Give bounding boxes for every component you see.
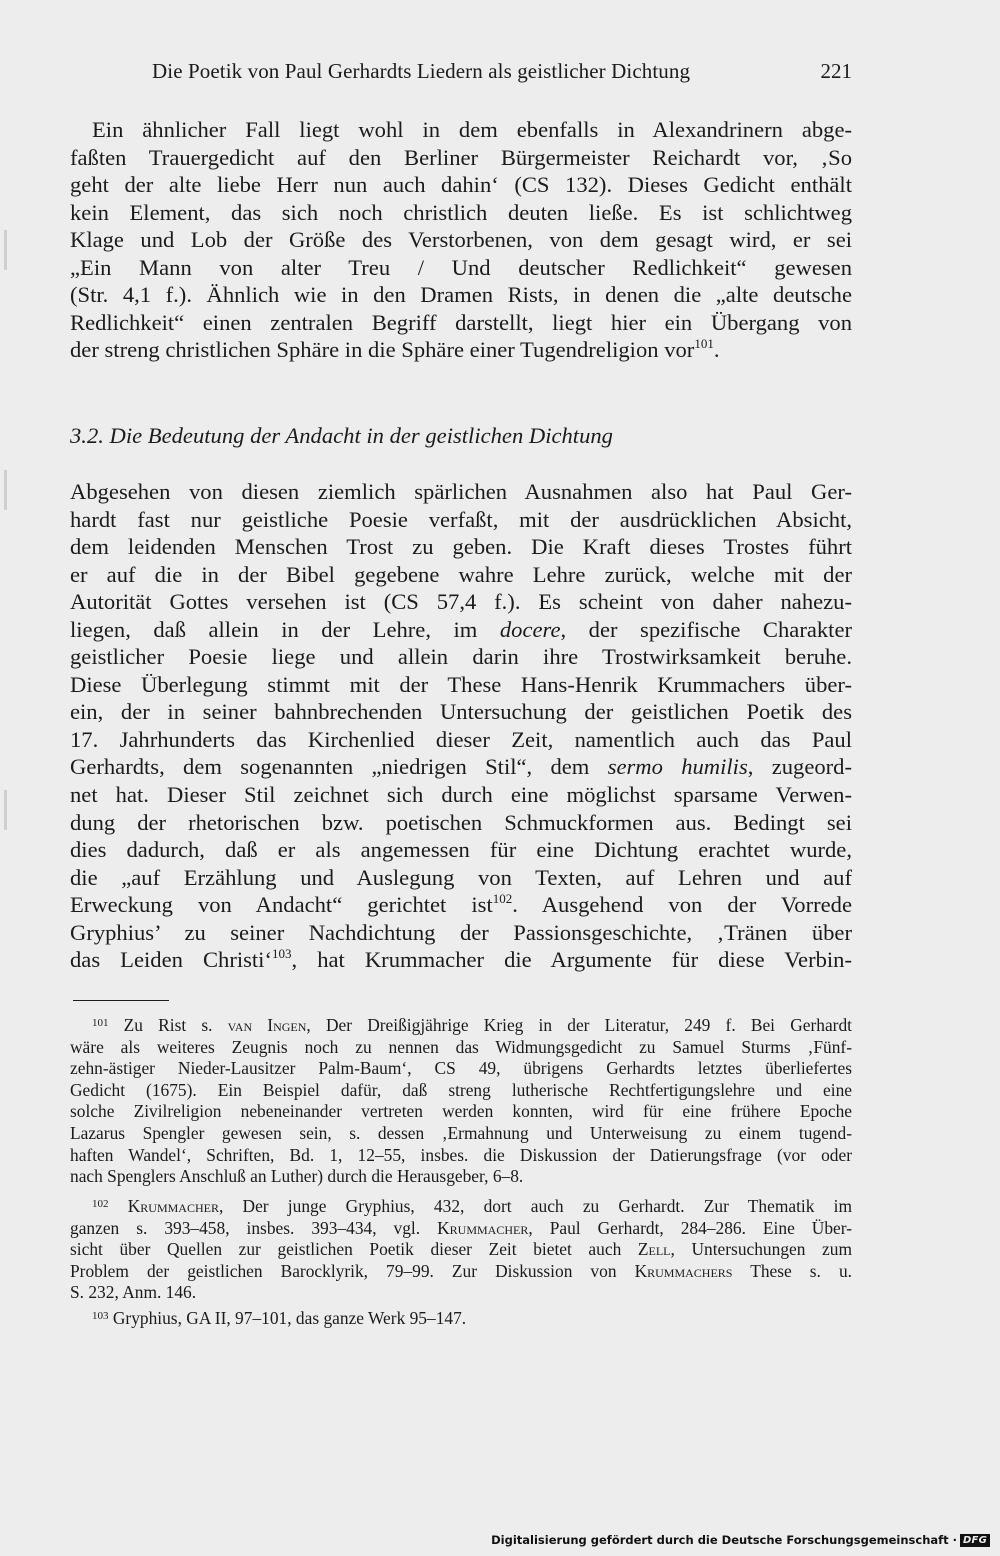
text-line — [70, 753, 852, 781]
text-segment: Gryphius, GA II, 97–101, das ganze Werk 95–147. — [108, 1308, 467, 1328]
text-segment: der streng christlichen Sphäre in die Sphäre einer Tugendreligion vor — [70, 337, 695, 363]
text-line — [70, 1239, 852, 1261]
text-line: der streng christlichen Sphäre in die Sphäre einer Tugendreligion vor$^{101}$. — [70, 336, 720, 363]
text-segment: , hat Krummacher die Argumente für diese Verbin- — [291, 947, 853, 973]
paragraph-2 — [70, 478, 852, 974]
footnote-102 — [70, 1196, 852, 1304]
text-line: dung der rhetorischen bzw. poetischen Schmuckformen aus. Bedingt sei — [70, 809, 852, 835]
text-line — [70, 946, 852, 974]
text-line: Autorität Gottes versehen ist (CS 57,4 f.). Es scheint von daher nahezu- — [70, 589, 852, 615]
text-line: wäre als weiteres Zeugnis noch zu nennen das Widmungsgedicht zu Samuel Sturms ‚Fünf- — [70, 1036, 852, 1057]
page-number: 221 — [820, 59, 852, 83]
text-line — [70, 891, 852, 919]
text-segment: , Der junge Gryphius, 432, dort auch zu Gerhardt. Zur Thematik im — [218, 1196, 852, 1216]
text-line: dem leidenden Menschen Trost zu geben. Die Kraft dieses Trostes führt — [70, 534, 852, 560]
author-name: Krummacher — [127, 1196, 219, 1216]
text-line: Gedicht (1675). Ein Beispiel dafür, daß streng lutherische Rechtfertigungslehre und eine — [70, 1079, 852, 1100]
text-segment: Problem der geistlichen Barocklyrik, 79–99. Zur Diskussion von — [70, 1260, 635, 1281]
text-line: faßten Trauergedicht auf den Berliner Bürgermeister Reichardt vor, ‚So — [70, 144, 852, 170]
author-name: Krummachers — [634, 1260, 733, 1281]
text-segment: sicht über Quellen zur geistlichen Poetik dieser Zeit bietet auch — [70, 1239, 638, 1260]
text-segment: Gerhardts, dem sogenannten „niedrigen Stil“, dem — [70, 754, 608, 780]
footnote-101 — [70, 1015, 852, 1188]
text-line: geistlicher Poesie liege und allein darin ihre Trostwirksamkeit beruhe. — [70, 644, 852, 670]
text-line: die „auf Erzählung und Auslegung von Texten, auf Lehren und auf — [70, 864, 852, 890]
running-head — [70, 56, 852, 86]
text-line: Diese Überlegung stimmt mit der These Hans-Henrik Krummachers über- — [70, 671, 852, 697]
text-segment: . Ausgehend von der Vorrede — [512, 892, 852, 918]
text-segment: liegen, daß allein in der Lehre, im — [70, 616, 500, 642]
text-line: Ein ähnlicher Fall liegt wohl in dem ebenfalls in Alexandrinern abge- — [92, 117, 852, 142]
text-line: Lazarus Spengler gewesen sein, s. dessen ‚Ermahnung und Unterweisung zu einem tugend- — [70, 1122, 852, 1143]
footnote-103 — [70, 1308, 852, 1330]
footnote-rule — [73, 1000, 169, 1001]
text-line — [70, 1015, 852, 1037]
footnote-marker: 103 — [92, 1310, 109, 1322]
footnote-ref[interactable]: 103 — [272, 946, 292, 962]
text-line: dies dadurch, daß er als angemessen für eine Dichtung erachtet wurde, — [70, 837, 852, 863]
text-line: S. 232, Anm. 146. — [70, 1282, 197, 1303]
text-line: Redlichkeit“ einen zentralen Begriff darstellt, liegt hier ein Übergang von — [70, 309, 852, 335]
text-line: „Ein Mann von alter Treu / Und deutscher Redlichkeit“ gewesen — [70, 254, 852, 280]
text-segment: , Der Dreißigjährige Krieg in der Literatur, 249 f. Bei Gerhardt — [306, 1015, 852, 1035]
text-line: Klage und Lob der Größe des Verstorbenen, von dem gesagt wird, er sei — [70, 227, 852, 253]
text-line: Abgesehen von diesen ziemlich spärlichen Ausnahmen also hat Paul Ger- — [70, 479, 852, 504]
paragraph-1 — [70, 116, 852, 364]
text-line: hardt fast nur geistliche Poesie verfaßt, mit der ausdrücklichen Absicht, — [70, 506, 852, 532]
text-line — [70, 616, 852, 644]
text-segment: , Paul Gerhardt, 284–286. Eine Über- — [528, 1217, 852, 1238]
text-line — [70, 1308, 852, 1330]
text-line: net hat. Dieser Stil zeichnet sich durch eine möglichst sparsame Verwen- — [70, 782, 852, 808]
text-line — [70, 1196, 852, 1218]
text-line: 17. Jahrhunderts das Kirchenlied dieser Zeit, namentlich auch das Paul — [70, 726, 852, 752]
text-line: zehn-ästiger Nieder-Lausitzer Palm-Baum‘, CS 49, übrigens Gerhardts letztes überliefertes — [70, 1058, 852, 1079]
text-line: solche Zivilreligion nebeneinander vertreten werden konnten, wird für eine frühere Epoche — [70, 1101, 852, 1122]
text-segment: das Leiden Christi‘ — [70, 947, 272, 973]
text-line — [70, 1261, 852, 1283]
text-segment: , zugeord- — [747, 754, 852, 780]
footnote-ref[interactable]: 101 — [694, 336, 714, 352]
text-line: kein Element, das sich noch christlich deuten ließe. Es ist schlichtweg — [70, 199, 852, 225]
text-line: Gryphius’ zu seiner Nachdichtung der Passionsgeschichte, ‚Tränen über — [70, 919, 852, 945]
text-segment: , Untersuchungen zum — [670, 1239, 852, 1260]
digitization-credit — [491, 1530, 990, 1550]
text-line: ein, der in seiner bahnbrechenden Untersuchung der geistlichen Poetik des — [70, 699, 852, 725]
footnote-marker: 101 — [92, 1017, 109, 1029]
italic-term: docere — [499, 616, 561, 642]
text-segment: These s. u. — [732, 1260, 852, 1281]
text-segment: Zu Rist s. — [108, 1015, 228, 1035]
text-line — [70, 1218, 852, 1240]
section-heading: 3.2. Die Bedeutung der Andacht in der geistlichen Dichtung — [70, 423, 613, 448]
text-line: nach Spenglers Anschluß an Luther) durch die Herausgeber, 6–8. — [70, 1166, 524, 1187]
footnote-marker: 102 — [92, 1198, 109, 1210]
text-segment: Erweckung von Andacht“ gerichtet ist — [70, 892, 493, 918]
dfg-logo: DFG — [960, 1534, 990, 1547]
footnote-ref[interactable]: 102 — [492, 891, 513, 907]
text-segment: ganzen s. 393–458, insbes. 393–434, vgl. — [70, 1217, 438, 1238]
author-name: Krummacher — [437, 1217, 529, 1238]
text-line: er auf die in der Bibel gegebene wahre Lehre zurück, welche mit der — [70, 561, 852, 587]
italic-term: sermo humilis — [607, 754, 748, 780]
text-line: haften Wandel‘, Schriften, Bd. 1, 12–55, insbes. die Diskussion der Datierungsfrage (vor oder — [70, 1144, 852, 1165]
author-name: Zell — [637, 1239, 671, 1260]
text-segment: , der spezifische Charakter — [560, 616, 852, 642]
author-name: van Ingen — [227, 1015, 307, 1035]
scan-edge-shadow — [4, 230, 10, 1010]
credit-text: Digitalisierung gefördert durch die Deutsche Forschungsgemeinschaft · — [491, 1533, 958, 1547]
text-line: geht der alte liebe Herr nun auch dahin‘ (CS 132). Dieses Gedicht enthält — [70, 172, 852, 198]
text-line: (Str. 4,1 f.). Ähnlich wie in den Dramen Rists, in denen die „alte deutsche — [70, 282, 852, 308]
running-title: Die Poetik von Paul Gerhardts Liedern als geistlicher Dichtung — [152, 59, 691, 83]
